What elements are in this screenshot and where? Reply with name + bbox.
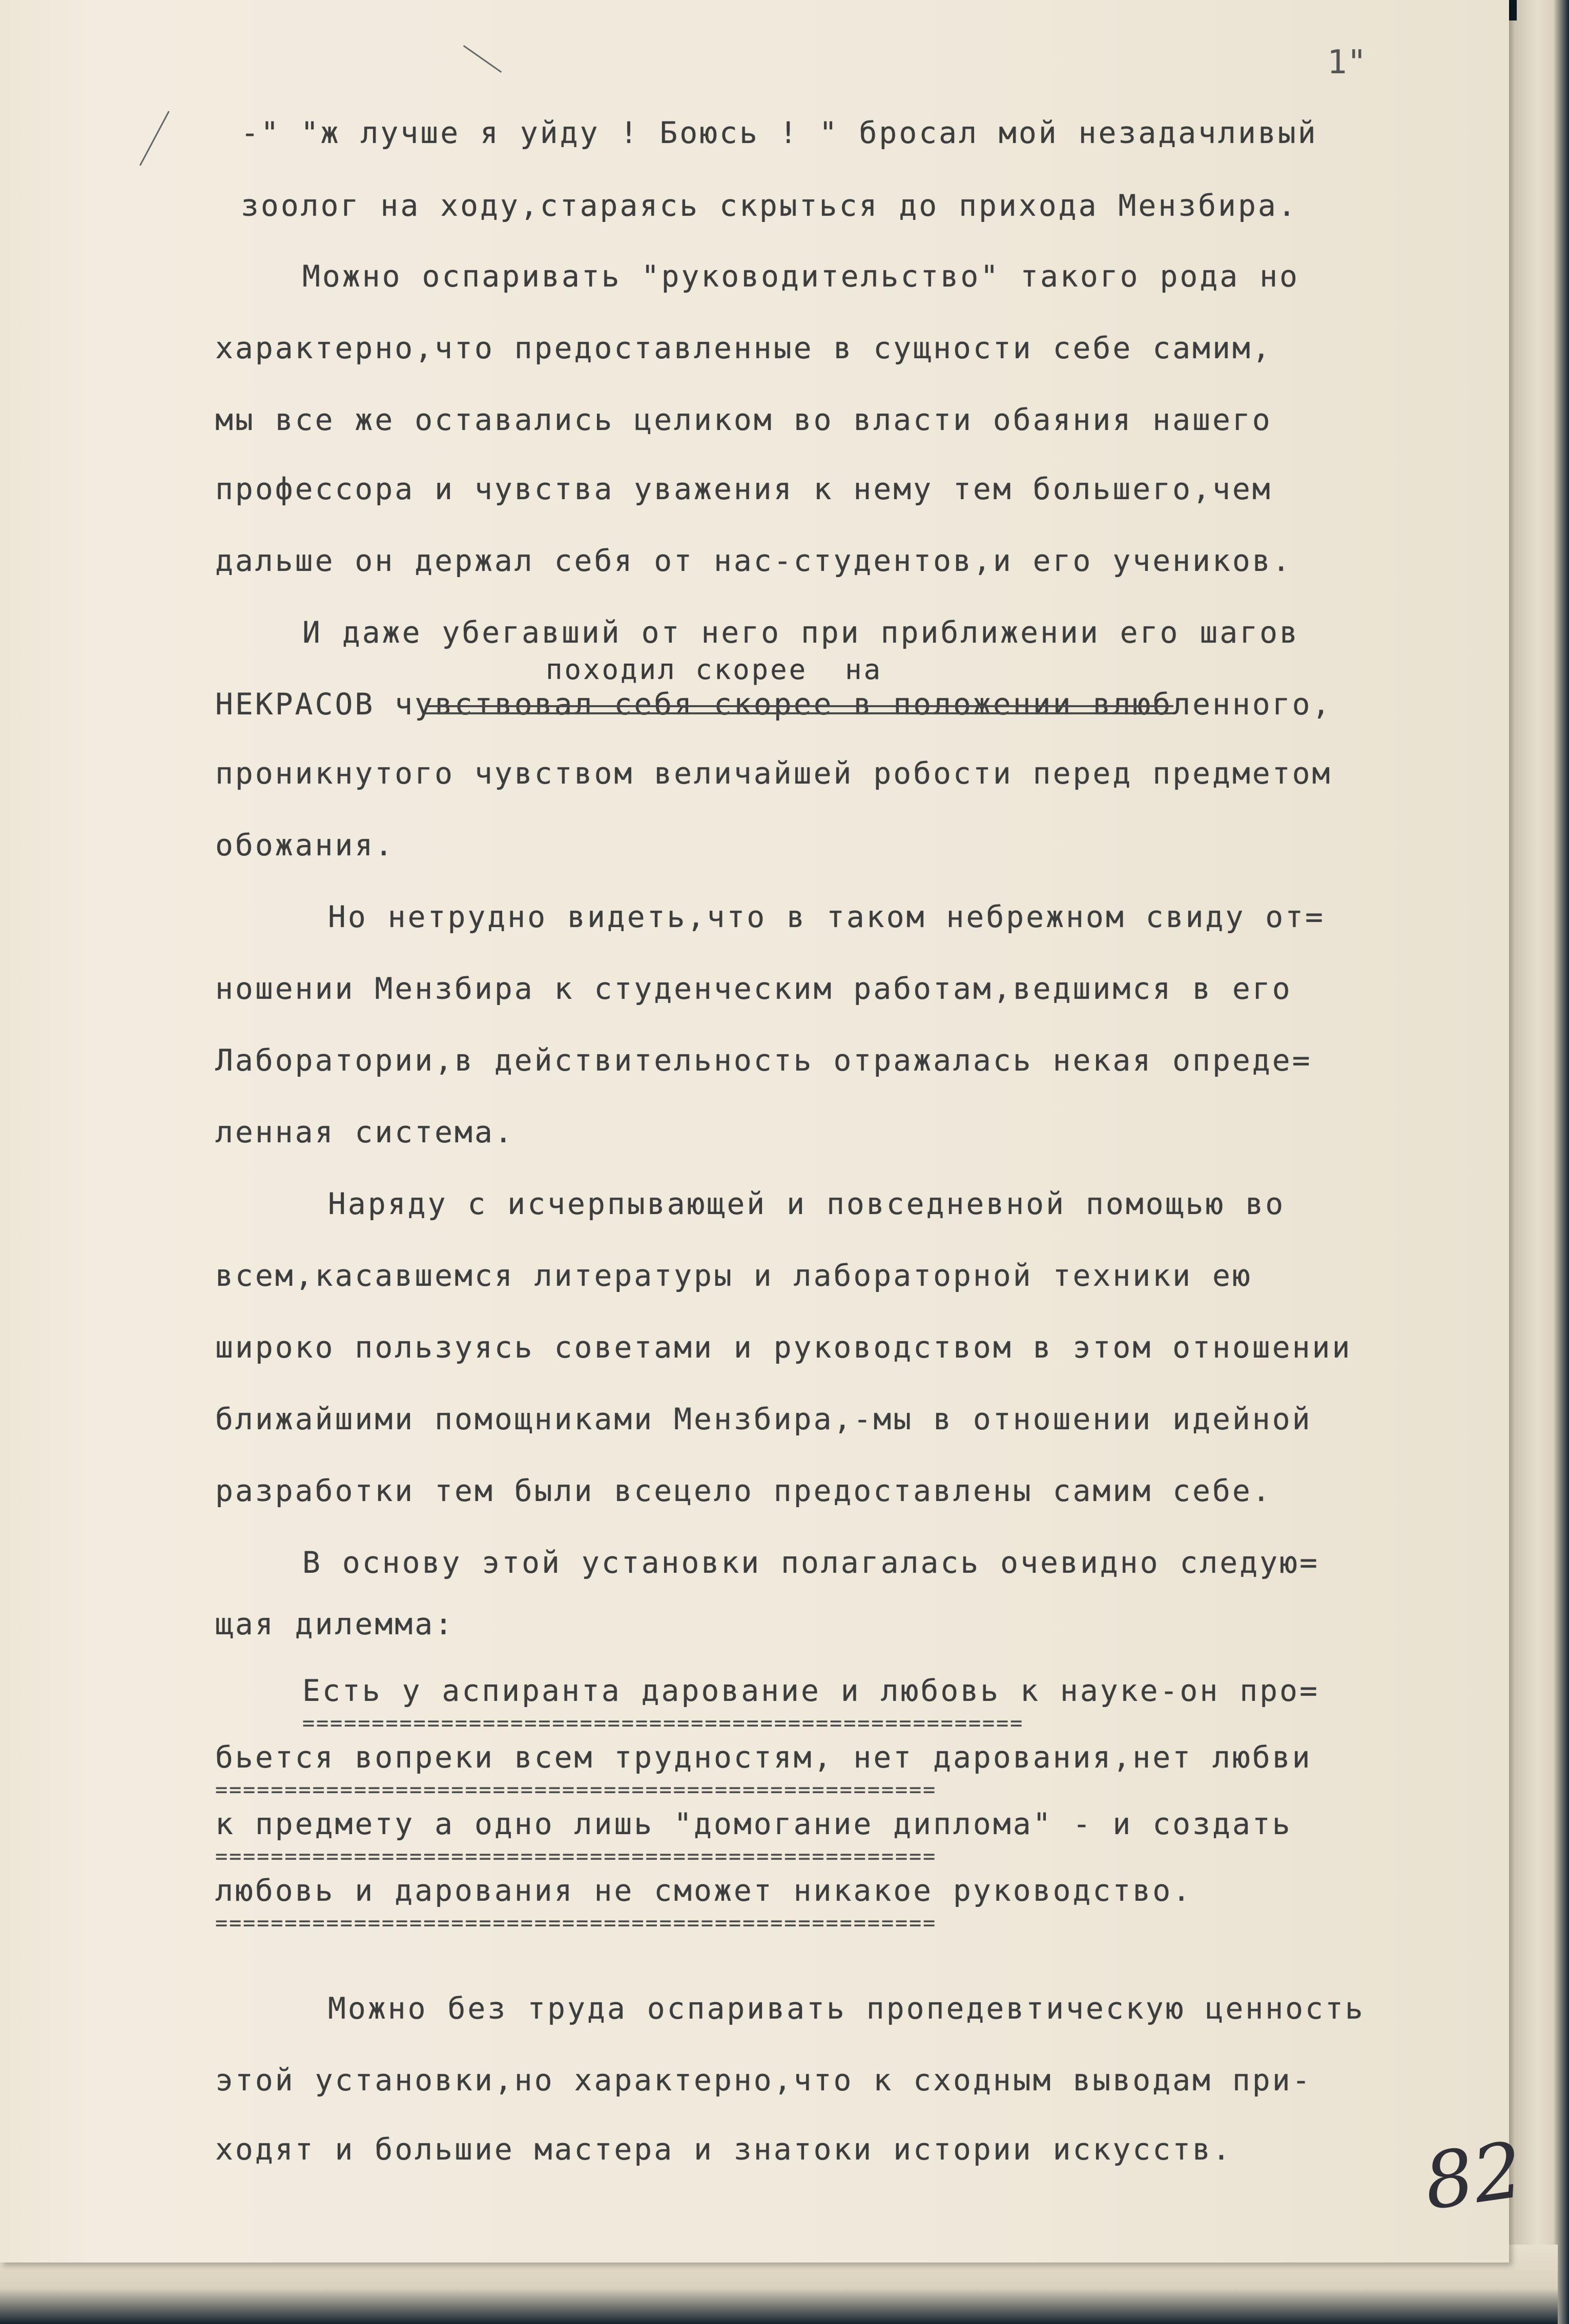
text-line: И даже убегавший от него при приближении его шагов bbox=[302, 615, 1299, 650]
double-underline: ==================================================== bbox=[302, 1712, 1024, 1735]
text-line: характерно,что предоставленные в сущности себе самим, bbox=[215, 331, 1272, 365]
underlying-sheets-right bbox=[1517, 0, 1569, 2324]
text-line: всем,касавшемся литературы и лабораторной техники ею bbox=[215, 1258, 1252, 1293]
text-line: В основу этой установки полагалась очевидно следую= bbox=[302, 1545, 1319, 1580]
text-line: обожания. bbox=[215, 828, 395, 862]
underlined-line: любовь и дарования не сможет никакое руководство. bbox=[215, 1873, 1193, 1908]
text-line: Наряду с исчерпывающей и повседневной помощью во bbox=[328, 1186, 1286, 1221]
text-line: проникнутого чувством величайшей робости перед предметом bbox=[215, 756, 1332, 791]
text-line: профессора и чувства уважения к нему тем большего,чем bbox=[215, 471, 1272, 506]
double-underline: ==================================================== bbox=[215, 1845, 937, 1868]
text-line: щая дилемма: bbox=[215, 1607, 455, 1641]
text-line: -" "ж лучше я уйду ! Боюсь ! " бросал мой незадачливый bbox=[241, 115, 1318, 150]
text-line: мы все же оставались целиком во власти обаяния нашего bbox=[215, 402, 1272, 437]
strikethrough bbox=[425, 705, 1173, 714]
text-line: Лаборатории,в действительность отражалась некая опреде= bbox=[215, 1043, 1312, 1078]
corner-mark: 1" bbox=[1327, 44, 1367, 81]
double-underline: ==================================================== bbox=[215, 1911, 937, 1935]
double-underline: ==================================================== bbox=[215, 1778, 937, 1802]
text-line: широко пользуясь советами и руководством в этом отношении bbox=[215, 1330, 1352, 1365]
text-line: этой установки,но характерно,что к сходным выводам при- bbox=[215, 2063, 1312, 2097]
text-line: НЕКРАСОВ чувствовал себя скорее в положении влюбленного, bbox=[215, 687, 1332, 722]
text-line: дальше он держал себя от нас-студентов,и его учеников. bbox=[215, 543, 1292, 578]
interlinear-correction: походил скорее на bbox=[546, 653, 883, 686]
underlined-line: к предмету а одно лишь "домогание диплома" - и создать bbox=[215, 1806, 1292, 1841]
text-line: ближайшими помощниками Мензбира,-мы в отношении идейной bbox=[215, 1402, 1312, 1436]
text-line: ношении Мензбира к студенческим работам,ведшимся в его bbox=[215, 971, 1292, 1006]
text-line: ходят и большие мастера и знатоки истории искусств. bbox=[215, 2132, 1232, 2167]
text-line: ленная система. bbox=[215, 1115, 514, 1149]
underlined-line: бьется вопреки всем трудностям, нет дарования,нет любви bbox=[215, 1740, 1312, 1775]
text-line: Можно оспаривать "руководительство" такого рода но bbox=[302, 259, 1299, 294]
text-line: разработки тем были всецело предоставлены самим себе. bbox=[215, 1473, 1272, 1508]
text-line: Можно без труда оспаривать пропедевтическую ценность bbox=[328, 1991, 1365, 2026]
text-line: Но нетрудно видеть,что в таком небрежном свиду от= bbox=[328, 899, 1325, 934]
text-line: зоолог на ходу,стараясь скрыться до прихода Мензбира. bbox=[241, 188, 1298, 223]
handwritten-folio-number: 82 bbox=[1418, 2125, 1529, 2228]
underlined-line: Есть у аспиранта дарование и любовь к науке-он про= bbox=[302, 1673, 1319, 1708]
